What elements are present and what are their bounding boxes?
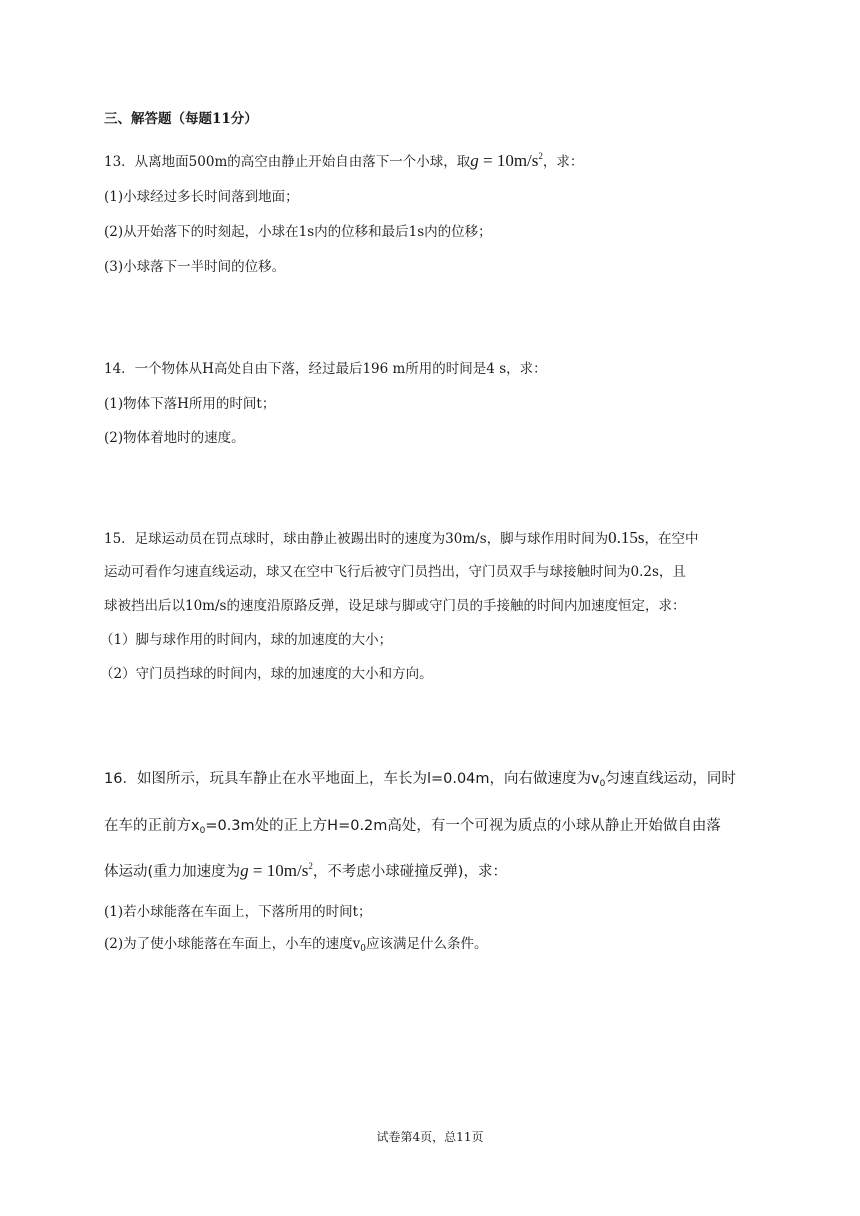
q14-stem: 14．一个物体从H高处自由下落，经过最后196 m所用的时间是4 s，求： — [104, 361, 547, 377]
g-value: = 10m/s — [478, 151, 539, 170]
q15-time-value: 0.15s — [608, 528, 645, 547]
q15-part-1: （1）脚与球作用的时间内，球的加速度的大小； — [100, 632, 393, 648]
q16-line-1 — [104, 770, 736, 788]
q16-line-2-a: 在车的正前方x — [104, 818, 200, 834]
q13-stem-text: 13．从离地面500m的高空由静止开始自由落下一个小球，取 — [104, 154, 471, 170]
q16-line-3-b: ，不考虑小球碰撞反弹)，求： — [312, 864, 507, 880]
q13-part-1: (1)小球经过多长时间落到地面； — [104, 189, 299, 205]
q13-stem-end: ，求： — [542, 154, 584, 170]
q16-line-3-a: 体运动(重力加速度为 — [104, 864, 241, 880]
q16-part-1: (1)若小球能落在车面上，下落所用的时间t； — [104, 904, 372, 920]
q16-part-2-a: (2)为了使小球能落在车面上，小车的速度v — [104, 936, 361, 952]
q13-stem — [104, 152, 583, 171]
g-exponent: 2 — [538, 151, 543, 161]
q13-part-3: (3)小球落下一半时间的位移。 — [104, 259, 286, 275]
x0-subscript: 0 — [199, 826, 206, 836]
q15-line-2: 运动可看作匀速直线运动，球又在空中飞行后被守门员挡出，守门员双手与球接触时间为0.2s，且 — [104, 564, 686, 580]
q16-line-1-a: 16．如图所示，玩具车静止在水平地面上，车长为l=0.04m，向右做速度为v — [104, 771, 600, 787]
g-value: = 10m/s — [248, 861, 309, 880]
q14-part-2: (2)物体着地时的速度。 — [104, 430, 245, 446]
q15-part-2: （2）守门员挡球的时间内，球的加速度的大小和方向。 — [100, 666, 433, 682]
q15-line-3: 球被挡出后以10m/s的速度沿原路反弹，设足球与脚或守门员的手接触的时间内加速度恒定，求： — [104, 598, 686, 614]
q16-line-1-b: 匀速直线运动，同时 — [605, 771, 736, 787]
q13-g-formula — [470, 151, 543, 170]
v0-subscript: 0 — [599, 779, 606, 789]
q15-line-1-a: 15．足球运动员在罚点球时，球由静止被踢出时的速度为30m/s，脚与球作用时间为 — [104, 531, 609, 547]
q13-part-2: (2)从开始落下的时刻起，小球在1s内的位移和最后1s内的位移； — [104, 224, 492, 240]
q15-line-1 — [104, 529, 699, 548]
q16-line-2 — [104, 817, 721, 835]
q16-part-2 — [104, 935, 487, 953]
q15-line-1-b: ，在空中 — [644, 531, 699, 547]
q16-line-2-b: =0.3m处的正上方H=0.2m高处，有一个可视为质点的小球从静止开始做自由落 — [205, 818, 721, 834]
q16-g-formula — [240, 861, 313, 880]
q16-line-3 — [104, 862, 507, 881]
section-title: 三、解答题（每题11分） — [104, 111, 258, 127]
page-footer: 试卷第4页，总11页 — [376, 1130, 484, 1144]
g-symbol: g — [470, 151, 479, 170]
v0-subscript: 0 — [360, 944, 366, 954]
q16-part-2-b: 应该满足什么条件。 — [365, 936, 488, 952]
g-symbol: g — [240, 861, 249, 880]
q14-part-1: (1)物体下落H所用的时间t； — [104, 396, 276, 412]
g-exponent: 2 — [308, 861, 313, 871]
